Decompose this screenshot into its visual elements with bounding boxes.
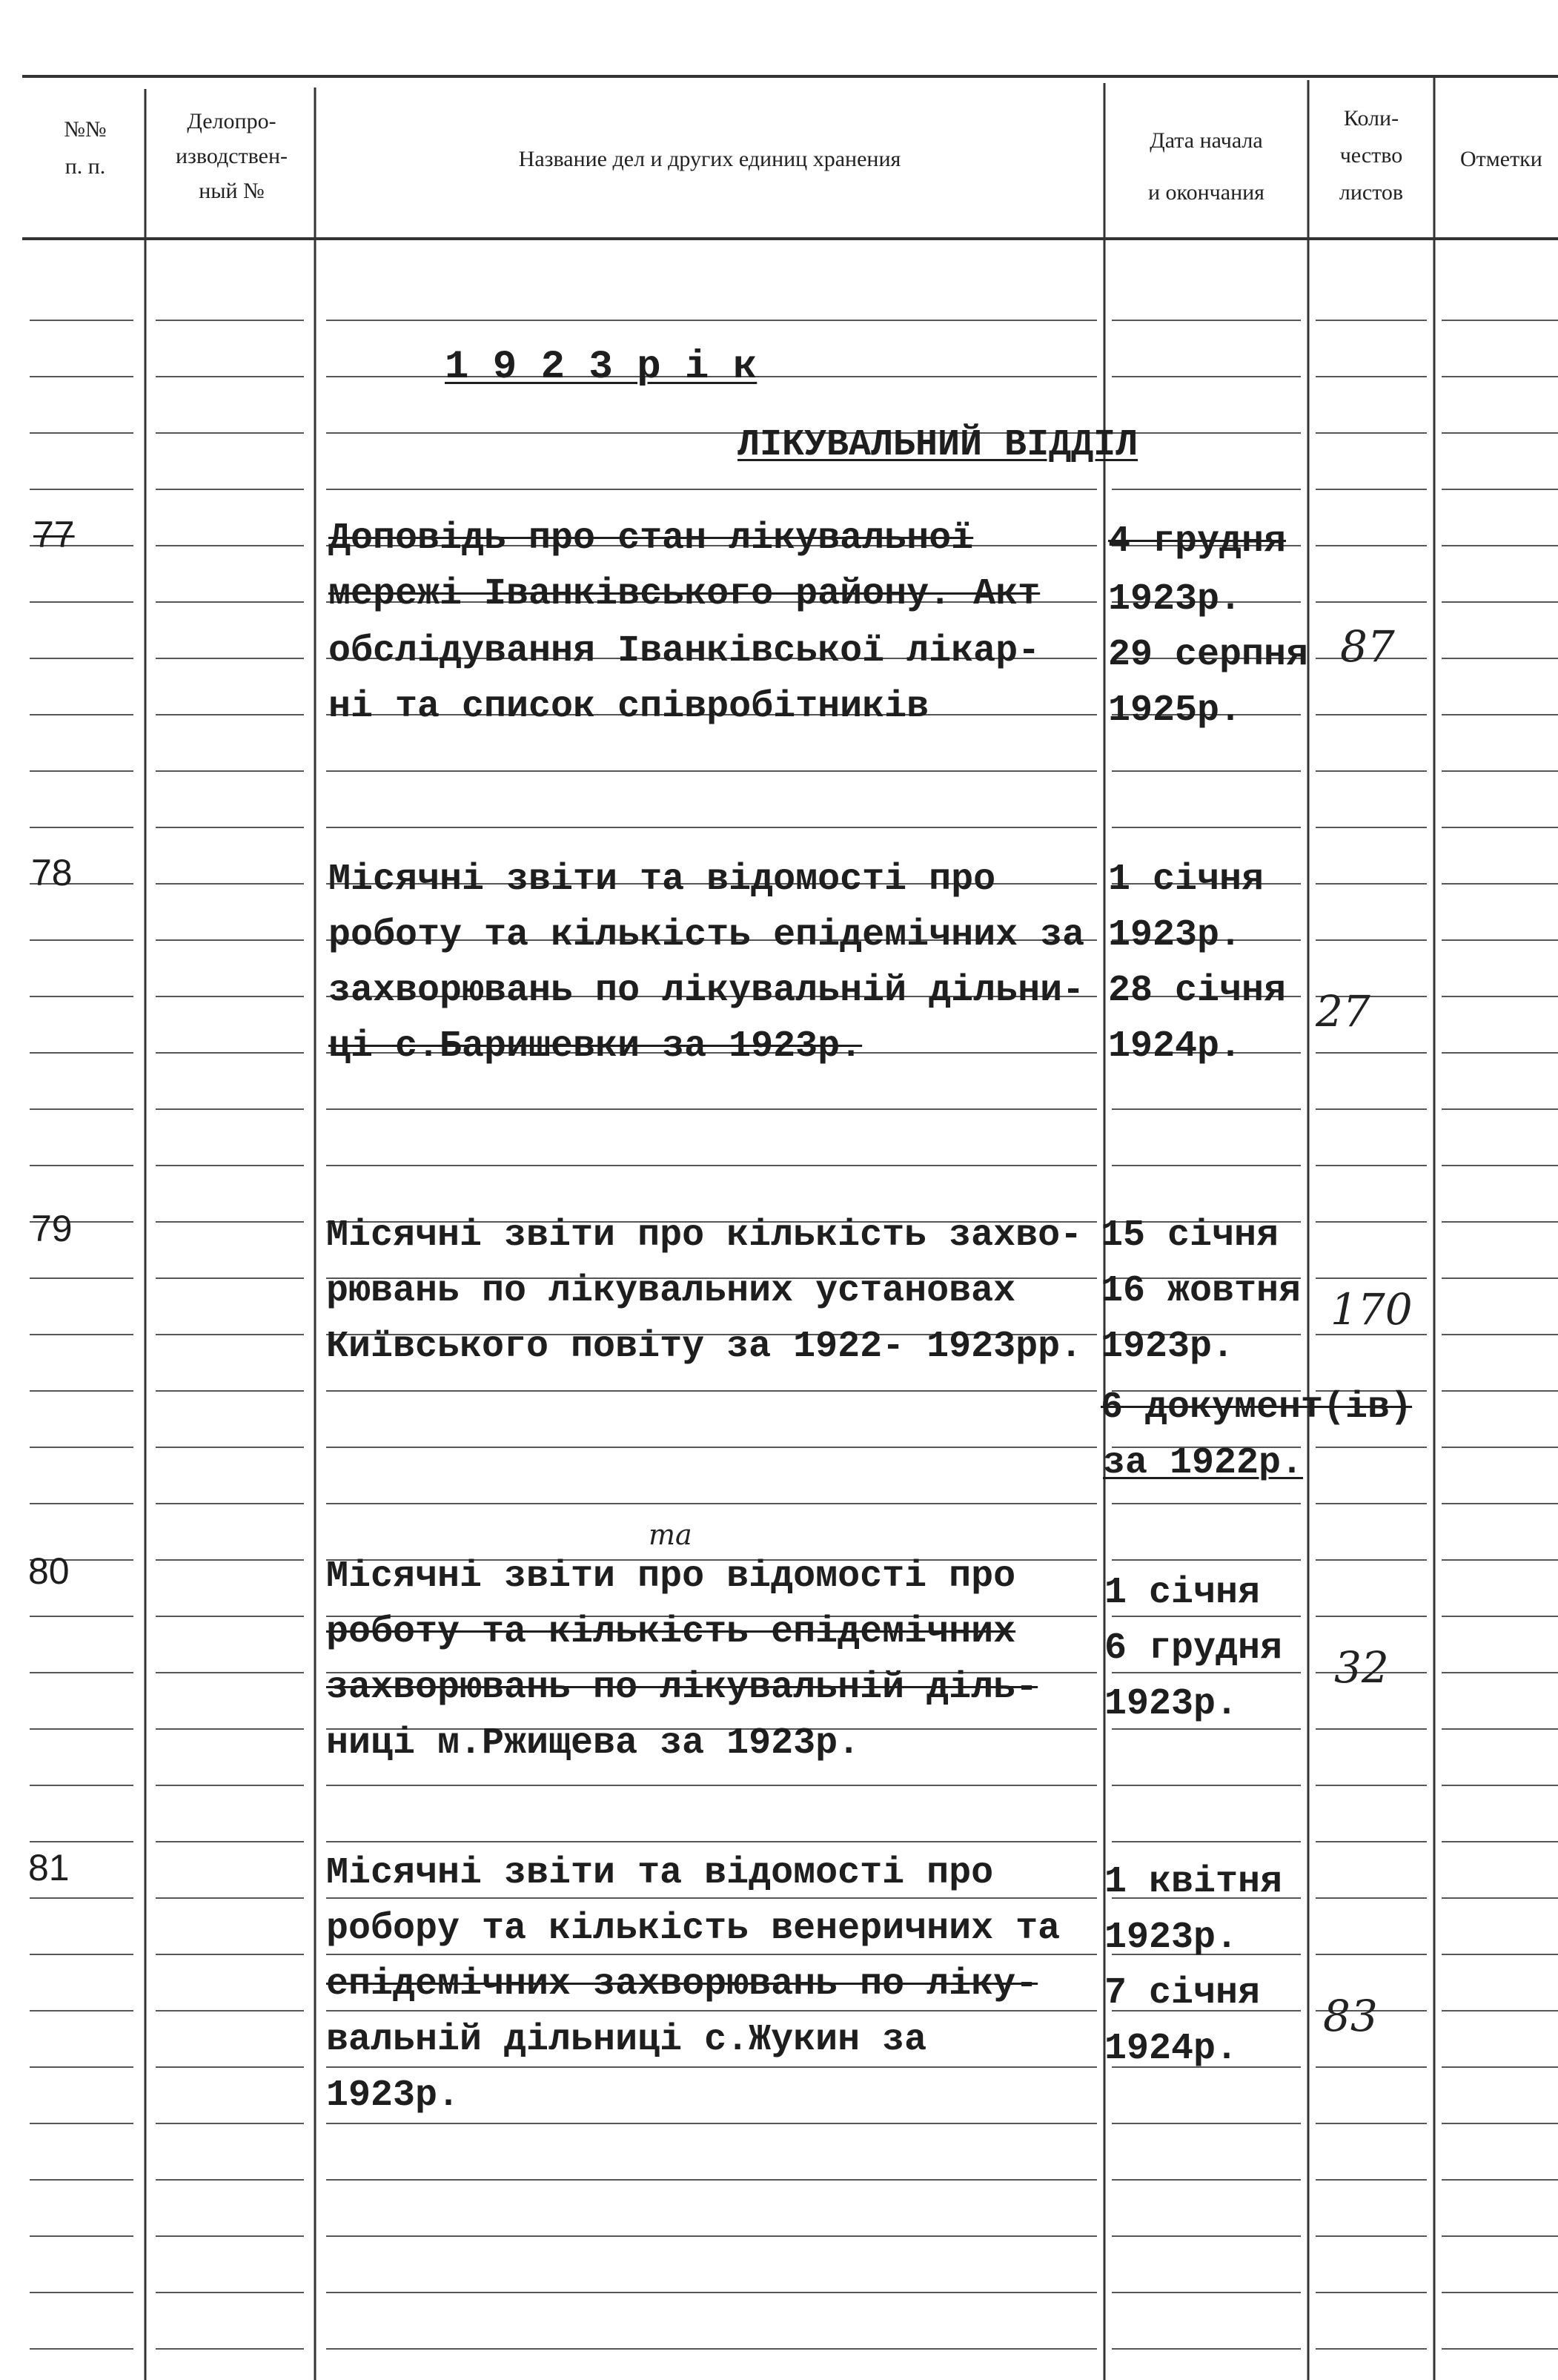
record-date-line: 6 грудня — [1104, 1627, 1283, 1670]
record-title-line: Місячні звіти та відомості про — [328, 859, 996, 901]
sheet-count: 87 — [1340, 621, 1395, 672]
record-title-line: Місячні звіти та відомості про — [326, 1852, 994, 1894]
record-date-line: 1 січня — [1108, 859, 1264, 901]
department-heading: ЛІКУВАЛЬНИЙ ВІДДІЛ — [737, 424, 1138, 466]
sheet-count: 32 — [1334, 1642, 1389, 1693]
record-title-line: ні та список співробітників — [328, 686, 929, 728]
record-title-line: Місячні звіти про відомості про — [326, 1556, 1016, 1598]
record-title-line: Київського повіту за 1922- 1923рр. — [326, 1326, 1083, 1368]
record-title-line: ці с.Баришевки за 1923р. — [328, 1025, 863, 1068]
header-notes: Отметки — [1460, 147, 1542, 171]
sheet-count: 27 — [1316, 986, 1370, 1037]
header-dates: Дата начала и окончания — [1148, 128, 1264, 205]
sheet-count: 170 — [1330, 1284, 1413, 1335]
record-date-line: 1923р. — [1101, 1326, 1235, 1368]
record-date-line: 1924р. — [1104, 2028, 1239, 2070]
record-title-line: робору та кількість венеричних та — [326, 1908, 1061, 1950]
record-title-line: вальній дільниці с.Жукин за — [326, 2019, 927, 2061]
record-date-line: 1923р. — [1108, 914, 1242, 956]
record-date-line: 1923р. — [1104, 1917, 1239, 1959]
record-title-line: епідемічних захворювань по ліку- — [326, 1963, 1038, 2006]
record-title-line: роботу та кількість епідемічних за — [328, 914, 1085, 956]
record-date-line: 6 документ(ів) — [1101, 1386, 1413, 1429]
record-date-line: 7 січня — [1104, 1972, 1261, 2014]
record-title-line: ниці м.Ржищева за 1923р. — [326, 1722, 861, 1765]
record-title-line: 1923р. — [326, 2075, 460, 2117]
record-number: 77 — [33, 514, 75, 555]
record-number: 78 — [31, 852, 73, 893]
record-date-line: 16 жовтня — [1101, 1270, 1302, 1312]
record-date-line: 29 серпня — [1108, 634, 1309, 676]
record-title-line: Місячні звіти про кількість захво- — [326, 1214, 1083, 1257]
record-date-line: 1923р. — [1108, 578, 1242, 621]
record-number: 80 — [28, 1550, 70, 1592]
record-title-line: обслідування Іванківської лікар- — [328, 630, 1041, 672]
sheet-count: 83 — [1323, 1991, 1378, 2041]
record-date-line: 15 січня — [1101, 1214, 1279, 1257]
record-date-line: 4 грудня — [1108, 520, 1287, 563]
year-heading: 1 9 2 3 р і к — [445, 345, 758, 390]
record-date-line: 1924р. — [1108, 1025, 1242, 1068]
record-title-line: рювань по лікувальних установах — [326, 1270, 1016, 1312]
record-title-line: Доповідь про стан лікувальної — [328, 518, 974, 560]
record-title-line: мережі Іванківського району. Акт — [328, 573, 1041, 615]
handwritten-correction: та — [649, 1518, 692, 1551]
header-sheets: Коли- чество листов — [1339, 106, 1404, 205]
record-date-line: 1925р. — [1108, 690, 1242, 732]
header-title: Название дел и других единиц хранения — [518, 147, 901, 171]
header-office-number: Делопро- изводствен- ный № — [175, 109, 288, 203]
record-date-line: 28 січня — [1108, 970, 1287, 1012]
record-number: 79 — [31, 1208, 73, 1249]
record-title-line: роботу та кількість епідемічних — [326, 1611, 1016, 1653]
record-title-line: захворювань по лікувальній діль- — [326, 1667, 1038, 1709]
record-date-line: 1 квітня — [1104, 1861, 1283, 1903]
header-number: №№ п. п. — [64, 117, 107, 179]
record-title-line: захворювань по лікувальній дільни- — [328, 970, 1085, 1012]
record-number: 81 — [28, 1847, 70, 1888]
record-date-line: за 1922р. — [1103, 1442, 1304, 1484]
record-date-line: 1923р. — [1104, 1683, 1239, 1725]
record-date-line: 1 січня — [1104, 1572, 1261, 1614]
